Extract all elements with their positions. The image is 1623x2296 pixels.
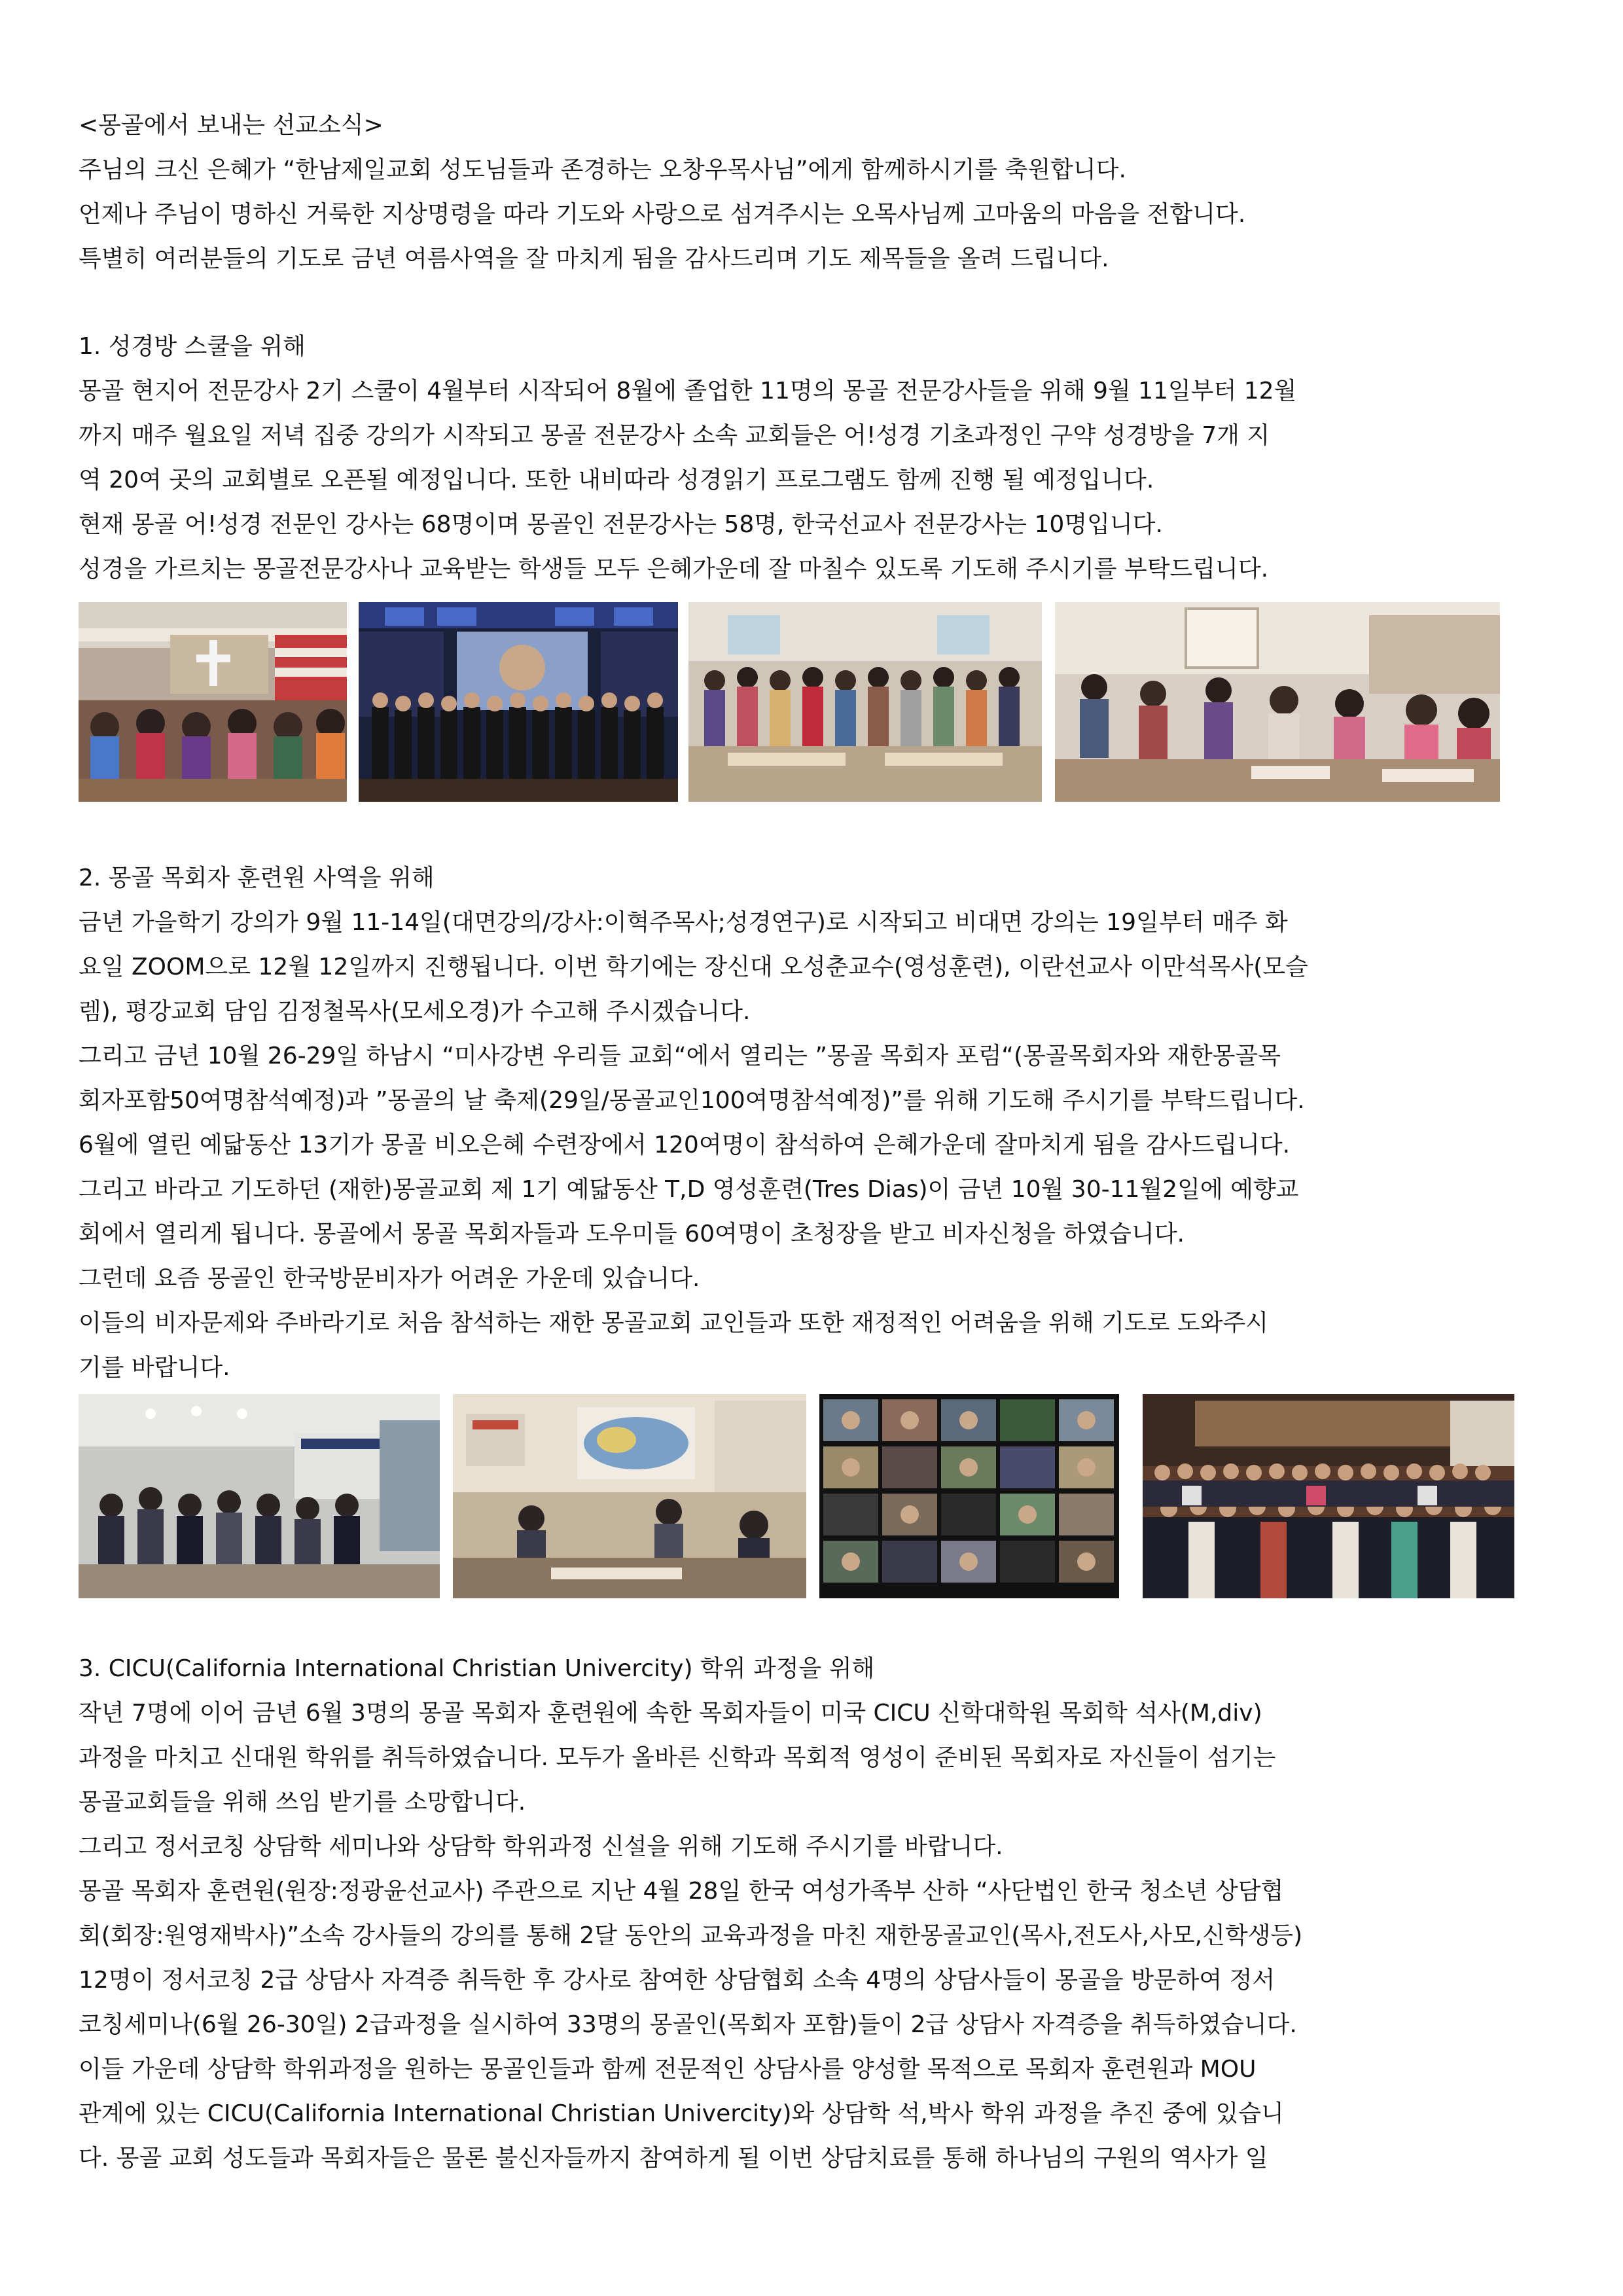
- paragraph-line: 몽골 현지어 전문강사 2기 스쿨이 4월부터 시작되어 8월에 졸업한 11명의 몽골 전문강사들을 위해 9월 11일부터 12월: [79, 378, 1297, 404]
- photo-zoom-meeting: [819, 1394, 1119, 1598]
- paragraph-line: 그런데 요즘 몽골인 한국방문비자가 어려운 가운데 있습니다.: [79, 1265, 700, 1292]
- paragraph-line: 금년 가을학기 강의가 9월 11-14일(대면강의/강사:이혁주목사;성경연구)로 시작되고 비대면 강의는 19일부터 매주 화: [79, 909, 1288, 936]
- section-heading: 3. CICU(California International Christian Univercity) 학위 과정을 위해: [79, 1655, 875, 1682]
- paragraph-line: 과정을 마치고 신대원 학위를 취득하였습니다. 모두가 올바른 신학과 목회적 영성이 준비된 목회자로 자신들이 섬기는: [79, 1744, 1276, 1771]
- paragraph-line: 렘), 평강교회 담임 김정철목사(모세오경)가 수고해 주시겠습니다.: [79, 998, 751, 1025]
- paragraph-line: 요일 ZOOM으로 12월 12일까지 진행됩니다. 이번 학기에는 장신대 오성춘교수(영성훈련), 이란선교사 이만석목사(모슬: [79, 954, 1308, 980]
- paragraph-line: 관계에 있는 CICU(California International Christian Univercity)와 상담학 석,박사 학위 과정을 추진 중에 있습니: [79, 2100, 1284, 2127]
- paragraph-line: 12명이 정서코칭 2급 상담사 자격증 취득한 후 강사로 참여한 상담협회 소속 4명의 상담사들이 몽골을 방문하여 정서: [79, 1967, 1275, 1994]
- paragraph-line: 그리고 금년 10월 26-29일 하남시 “미사강변 우리들 교회“에서 열리는 ”몽골 목회자 포럼“(몽골목회자와 재한몽골목: [79, 1043, 1281, 1069]
- paragraph-line: 까지 매주 월요일 저녁 집중 강의가 시작되고 몽골 전문강사 소속 교회들은 어!성경 기초과정인 구약 성경방을 7개 지: [79, 422, 1270, 449]
- greeting-line: 주님의 크신 은혜가 “한남제일교회 성도님들과 존경하는 오창우목사님”에게 함께하시기를 축원합니다.: [79, 156, 1126, 183]
- paragraph-line: 6월에 열린 예닯동산 13기가 몽골 비오은혜 수련장에서 120여명이 참석하여 은혜가운데 잘마치게 됨을 감사드립니다.: [79, 1132, 1291, 1158]
- paragraph-line: 회에서 열리게 됩니다. 몽골에서 몽골 목회자들과 도우미들 60여명이 초청장을 받고 비자신청을 하였습니다.: [79, 1221, 1185, 1247]
- paragraph-line: 코칭세미나(6월 26-30일) 2급과정을 실시하여 33명의 몽골인(목회자 포함)들이 2급 상담사 자격증을 취득하였습니다.: [79, 2011, 1297, 2038]
- photo-fellowship-hall: [688, 602, 1042, 802]
- paragraph-line: 회(회장:원영재박사)”소속 강사들의 강의를 통해 2달 동안의 교육과정을 마친 재한몽골교인(목사,전도사,사모,신학생등): [79, 1922, 1303, 1949]
- greeting-line: 특별히 여러분들의 기도로 금년 여름사역을 잘 마치게 됨을 감사드리며 기도 제목들을 올려 드립니다.: [79, 245, 1109, 272]
- paragraph-line: 회자포함50여명참석예정)과 ”몽골의 날 축제(29일/몽골교인100여명참석예정)”를 위해 기도해 주시기를 부탁드립니다.: [79, 1087, 1305, 1114]
- paragraph-line: 몽골교회들을 위해 쓰임 받기를 소망합니다.: [79, 1789, 526, 1816]
- paragraph-line: 역 20여 곳의 교회별로 오픈될 예정입니다. 또한 내비따라 성경읽기 프로그램도 함께 진행 될 예정입니다.: [79, 467, 1154, 493]
- photo-lecture-room: [453, 1394, 806, 1598]
- section-heading: 1. 성경방 스쿨을 위해: [79, 333, 306, 360]
- photo-bible-class: [1055, 602, 1500, 802]
- paragraph-line: 작년 7명에 이어 금년 6월 3명의 몽골 목회자 훈련원에 속한 목회자들이 미국 CICU 신학대학원 목회학 석사(M,div): [79, 1700, 1262, 1727]
- page-title: <몽골에서 보내는 선교소식>: [79, 112, 383, 139]
- photo-graduation-stage: [359, 602, 678, 802]
- photo-classroom-cross: [79, 602, 347, 802]
- section-heading: 2. 몽골 목회자 훈련원 사역을 위해: [79, 865, 435, 891]
- photo-group-photo: [1143, 1394, 1514, 1598]
- paragraph-line: 이들 가운데 상담학 학위과정을 원하는 몽골인들과 함께 전문적인 상담사를 양성할 목적으로 목회자 훈련원과 MOU: [79, 2056, 1257, 2083]
- paragraph-line: 성경을 가르치는 몽골전문강사나 교육받는 학생들 모두 은혜가운데 잘 마칠수 있도록 기도해 주시기를 부탁드립니다.: [79, 556, 1269, 583]
- paragraph-line: 그리고 바라고 기도하던 (재한)몽골교회 제 1기 예닯동산 T,D 영성훈련(Tres Dias)이 금년 10월 30-11월2일에 예향교: [79, 1176, 1299, 1203]
- paragraph-line: 다. 몽골 교회 성도들과 목회자들은 물론 불신자들까지 참여하게 될 이번 상담치료를 통해 하나님의 구원의 역사가 일: [79, 2145, 1268, 2172]
- greeting-line: 언제나 주님이 명하신 거룩한 지상명령을 따라 기도와 사랑으로 섬겨주시는 오목사님께 고마움의 마음을 전합니다.: [79, 201, 1246, 228]
- paragraph-line: 몽골 목회자 훈련원(원장:정광윤선교사) 주관으로 지난 4월 28일 한국 여성가족부 산하 “사단법인 한국 청소년 상담협: [79, 1878, 1284, 1905]
- paragraph-line: 그리고 정서코칭 상담학 세미나와 상담학 학위과정 신설을 위해 기도해 주시기를 바랍니다.: [79, 1833, 1003, 1860]
- paragraph-line: 이들의 비자문제와 주바라기로 처음 참석하는 재한 몽골교회 교인들과 또한 재정적인 어려움을 위해 기도로 도와주시: [79, 1310, 1269, 1336]
- photo-pastor-forum: [79, 1394, 440, 1598]
- paragraph-line: 현재 몽골 어!성경 전문인 강사는 68명이며 몽골인 전문강사는 58명, 한국선교사 전문강사는 10명입니다.: [79, 511, 1163, 538]
- paragraph-line: 기를 바랍니다.: [79, 1354, 230, 1381]
